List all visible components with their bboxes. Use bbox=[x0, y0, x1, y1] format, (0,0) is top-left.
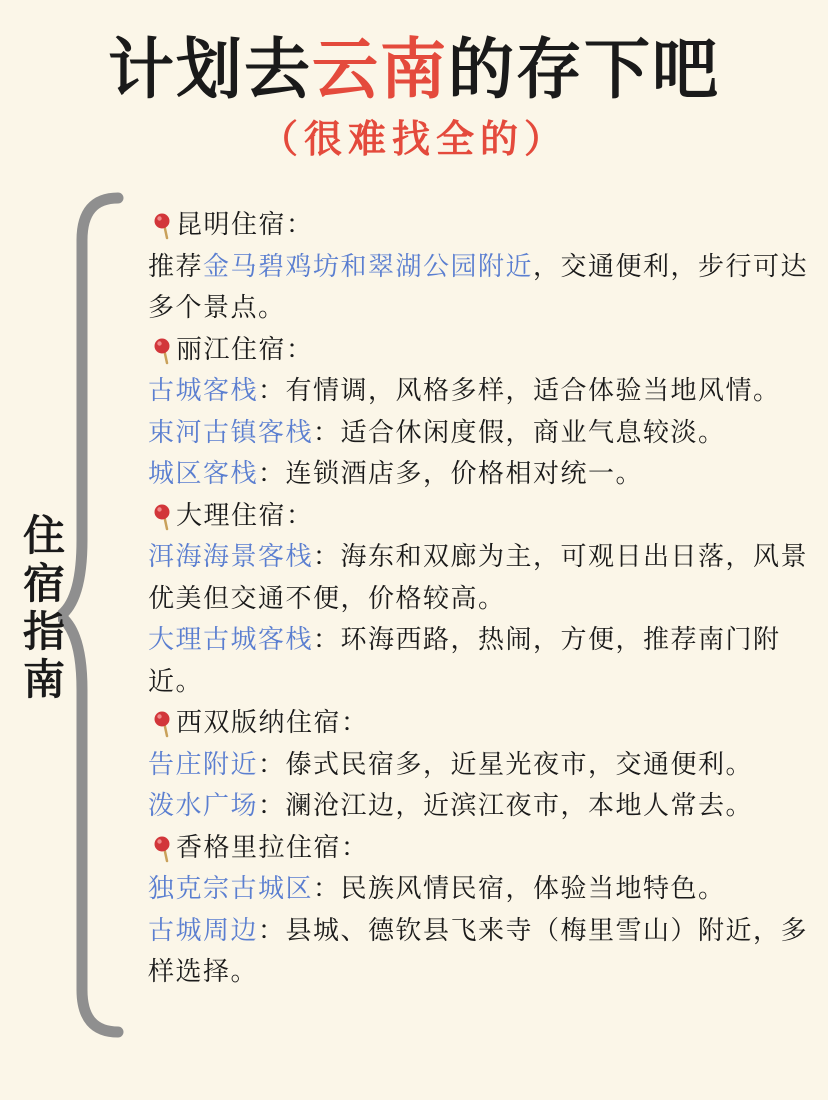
page-subtitle: （很难找全的） bbox=[259, 117, 568, 161]
item-text: ：环海西路，热闹，方便，推荐南门附近。 bbox=[148, 625, 781, 697]
side-label-char: 南 bbox=[22, 655, 65, 704]
title-part2: 的存下吧 bbox=[448, 31, 720, 108]
item-text: ：海东和双廊为主，可观日出日落，风景优美但交通不便，价格较高。 bbox=[148, 542, 809, 614]
list-item bbox=[148, 620, 816, 703]
map-pin-icon bbox=[152, 710, 174, 738]
section-heading-text: 昆明住宿： bbox=[176, 210, 314, 240]
item-text: ，交通便利，步行可达多个景点。 bbox=[148, 251, 809, 323]
item-text: ：傣式民宿多，近星光夜市，交通便利。 bbox=[258, 749, 754, 780]
section-heading-text: 丽江住宿： bbox=[176, 334, 314, 365]
item-highlight: 束河古镇客栈 bbox=[148, 417, 314, 448]
item-text: ：连锁酒店多，价格相对统一。 bbox=[258, 459, 644, 489]
map-pin-icon bbox=[152, 503, 174, 531]
item-highlight: 大理古城客栈 bbox=[148, 625, 314, 655]
list-item bbox=[148, 745, 816, 787]
item-highlight: 洱海海景客栈 bbox=[148, 542, 314, 572]
item-text: ：县城、德钦县飞来寺（梅里雪山）附近，多样选择。 bbox=[148, 915, 809, 987]
section-heading-kunming bbox=[148, 205, 816, 247]
side-label-char: 住 bbox=[22, 511, 65, 560]
item-highlight: 古城周边 bbox=[148, 915, 259, 946]
map-pin-icon bbox=[152, 835, 174, 863]
item-text: ：民族风情民宿，体验当地特色。 bbox=[313, 874, 726, 904]
section-heading-text: 香格里拉住宿： bbox=[176, 832, 369, 863]
section-heading-text: 大理住宿： bbox=[176, 500, 314, 531]
side-label-char: 宿 bbox=[22, 559, 65, 608]
guide-content bbox=[148, 205, 816, 994]
map-pin-icon bbox=[152, 212, 174, 240]
item-highlight: 告庄附近 bbox=[148, 749, 259, 780]
section-heading-lijiang bbox=[148, 330, 816, 372]
item-highlight: 泼水广场 bbox=[148, 791, 259, 821]
list-item bbox=[148, 786, 816, 828]
map-pin-icon bbox=[152, 337, 174, 365]
item-text: ：有情调，风格多样，适合体验当地风情。 bbox=[258, 376, 781, 406]
item-highlight: 城区客栈 bbox=[148, 459, 259, 489]
side-label-lodging-guide bbox=[18, 512, 70, 704]
title-part1: 计划去 bbox=[108, 31, 312, 108]
list-item bbox=[148, 413, 816, 455]
section-heading-shangrila bbox=[148, 828, 816, 870]
side-label-char: 指 bbox=[22, 607, 65, 656]
item-prefix: 推荐 bbox=[148, 251, 204, 282]
section-heading-text: 西双版纳住宿： bbox=[176, 708, 369, 738]
list-item bbox=[148, 454, 816, 496]
item-highlight: 古城客栈 bbox=[148, 376, 259, 406]
page-title bbox=[0, 30, 828, 110]
item-highlight: 金马碧鸡坊和翠湖公园附近 bbox=[203, 251, 534, 282]
title-highlight: 云南 bbox=[312, 31, 448, 108]
section-heading-dali bbox=[148, 496, 816, 538]
item-text: ：澜沧江边，近滨江夜市，本地人常去。 bbox=[258, 791, 754, 821]
list-item bbox=[148, 247, 816, 330]
section-heading-xishuangbanna bbox=[148, 703, 816, 745]
list-item bbox=[148, 537, 816, 620]
list-item bbox=[148, 869, 816, 911]
item-highlight: 独克宗古城区 bbox=[148, 874, 314, 904]
item-text: ：适合休闲度假，商业气息较淡。 bbox=[313, 417, 726, 448]
list-item bbox=[148, 911, 816, 994]
list-item bbox=[148, 371, 816, 413]
